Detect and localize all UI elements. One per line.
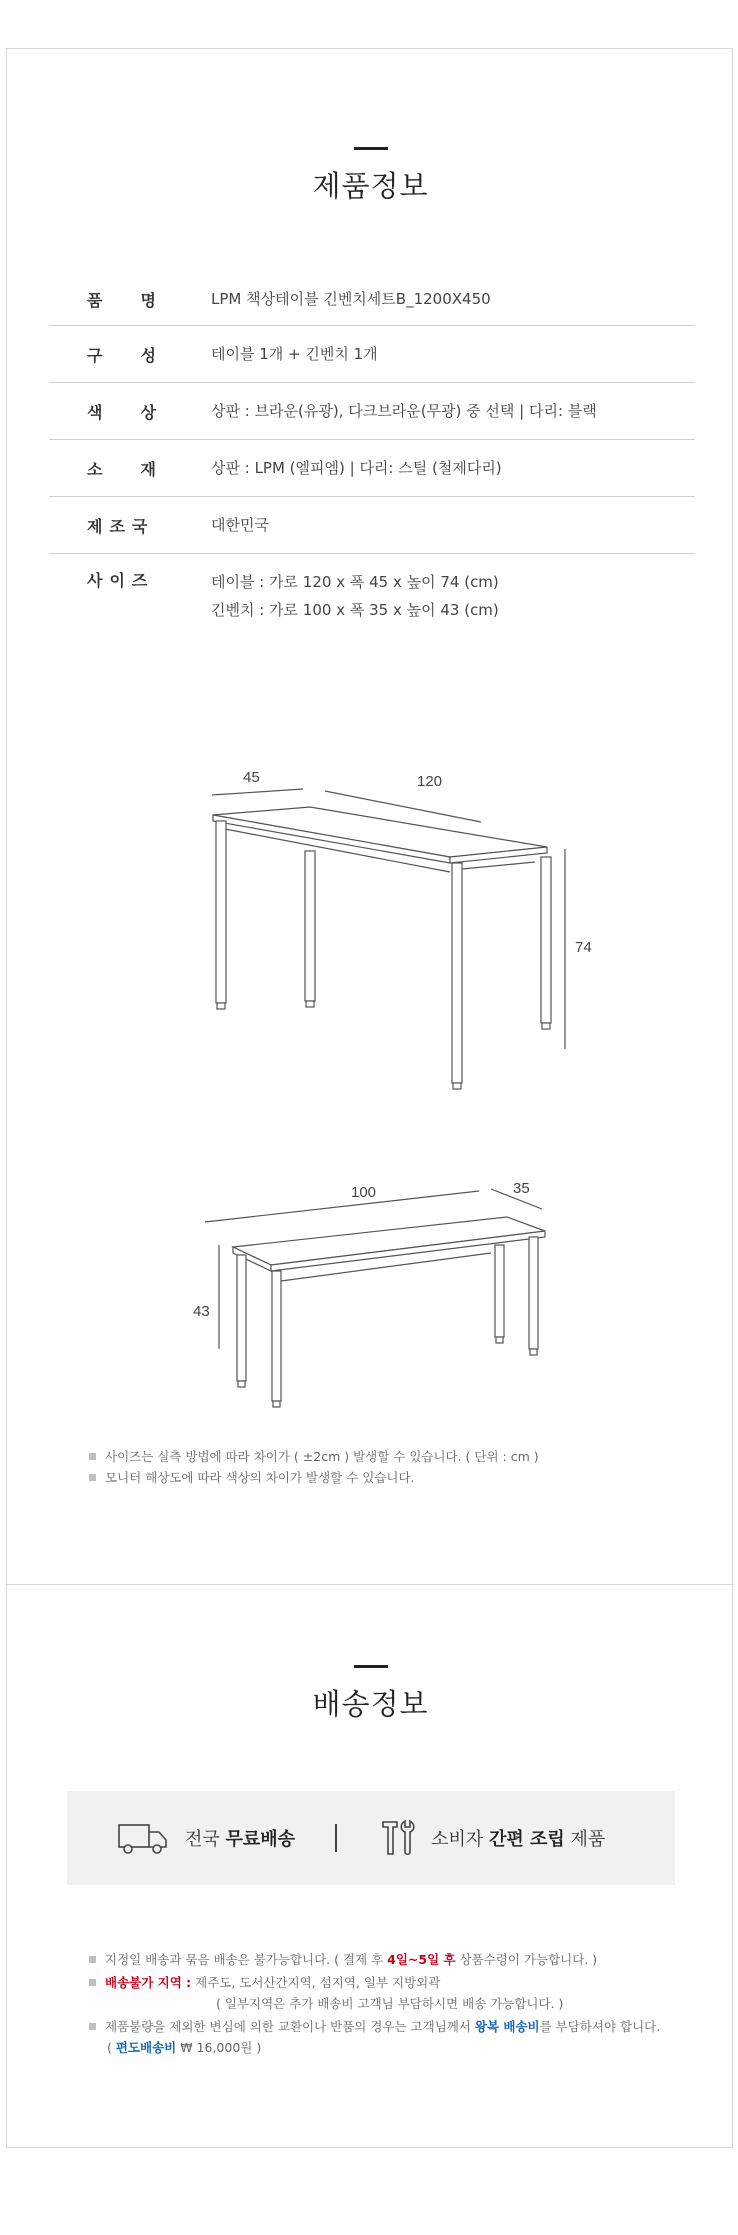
shipping-note-2 — [89, 1972, 709, 2014]
spec-value: 상판 : LPM (엘피엠) | 다리: 스틸 (철제다리) — [211, 459, 502, 477]
shipping-info-title: 배송정보 — [312, 1687, 429, 1721]
note-text: ( — [107, 2040, 116, 2055]
bullet-square-icon — [89, 1956, 96, 1963]
spec-label: 색 상 — [87, 402, 158, 422]
spec-label: 품 명 — [87, 290, 158, 310]
table-height-label: 74 — [575, 939, 592, 956]
shipping-notes — [89, 1949, 709, 2058]
spec-row-name — [49, 273, 695, 326]
table-drawing — [187, 729, 607, 1099]
spec-row-material — [49, 440, 695, 497]
round-trip-fee-highlight: 왕복 배송비 — [474, 2019, 540, 2034]
spec-row-origin — [49, 497, 695, 554]
bench-width-label: 100 — [351, 1184, 377, 1201]
note-text: 제품불량을 제외한 변심에 의한 교환이나 반품의 경우는 고객님께서 — [105, 2019, 475, 2034]
note-text: 를 부담하셔야 합니다. — [539, 2019, 661, 2034]
truck-icon — [117, 1820, 169, 1856]
table-width-label: 120 — [417, 773, 443, 790]
bullet-square-icon — [89, 1474, 96, 1481]
spec-row-size — [49, 554, 695, 634]
note-item — [89, 1467, 539, 1488]
spec-value: 테이블 1개 + 긴벤치 1개 — [211, 345, 378, 363]
table-depth-label: 45 — [243, 769, 260, 786]
size-table-line: 테이블 : 가로 120 x 폭 45 x 높이 74 (cm) — [211, 573, 499, 591]
assembly-suffix: 제품 — [564, 1829, 606, 1850]
note-text: 상품수령이 가능합니다. ) — [455, 1952, 598, 1967]
easy-assembly-item — [379, 1818, 605, 1858]
note-text: 지정일 배송과 묶음 배송은 불가능합니다. ( 결제 후 — [105, 1952, 388, 1967]
note-text: 사이즈는 실측 방법에 따라 차이가 ( ±2cm ) 발생할 수 있습니다. ( 단위 : cm ) — [105, 1449, 539, 1464]
note-text: 모니터 해상도에 따라 색상의 차이가 발생할 수 있습니다. — [105, 1470, 415, 1485]
product-info-heading — [7, 147, 734, 205]
note-text-indent: ( 일부지역은 추가 배송비 고객님 부담하시면 배송 가능합니다. ) — [216, 1996, 564, 2011]
section-divider — [7, 1584, 734, 1585]
delivery-days-highlight: 4일~5일 후 — [387, 1952, 456, 1967]
spec-row-color — [49, 383, 695, 440]
bullet-square-icon — [89, 1979, 96, 1986]
note-line-2 — [89, 2037, 709, 2058]
product-info-title: 제품정보 — [312, 169, 429, 203]
spec-row-composition — [49, 326, 695, 383]
content-frame — [6, 48, 733, 2148]
shipping-note-3 — [89, 2016, 709, 2058]
no-delivery-area-label: 배송불가 지역 : — [105, 1975, 192, 1990]
product-notes — [89, 1446, 539, 1488]
spec-value: 상판 : 브라운(유광), 다크브라운(무광) 중 선택 | 다리: 블랙 — [211, 402, 597, 420]
title-dash — [354, 147, 388, 150]
bench-diagram — [167, 1129, 587, 1419]
spec-table — [49, 273, 695, 634]
note-text: 제주도, 도서산간지역, 섬지역, 일부 지방외곽 — [191, 1975, 441, 1990]
spec-label: 제조국 — [87, 516, 155, 536]
spec-label: 소 재 — [87, 459, 158, 479]
note-text: ₩ 16,000원 ) — [176, 2040, 262, 2055]
one-way-fee-highlight: 편도배송비 — [115, 2040, 177, 2055]
bullet-square-icon — [89, 1453, 96, 1460]
spec-label: 구 성 — [87, 345, 158, 365]
size-bench-line: 긴벤치 : 가로 100 x 폭 35 x 높이 43 (cm) — [211, 601, 499, 619]
shipping-banner — [67, 1791, 675, 1885]
tools-icon — [379, 1818, 419, 1858]
assembly-prefix: 소비자 — [431, 1829, 489, 1850]
bullet-square-icon — [89, 2023, 96, 2030]
shipping-info-heading — [7, 1665, 734, 1723]
spec-value: LPM 책상테이블 긴벤치세트B_1200X450 — [211, 290, 491, 308]
spec-value: 대한민국 — [211, 516, 269, 534]
free-shipping-prefix: 전국 — [185, 1829, 226, 1850]
free-shipping-item — [117, 1820, 295, 1856]
shipping-note-1 — [89, 1949, 709, 1970]
note-item — [89, 1446, 539, 1467]
assembly-bold: 간편 조립 — [488, 1829, 565, 1850]
bench-height-label: 43 — [193, 1303, 210, 1320]
title-dash — [354, 1665, 388, 1668]
spec-label: 사이즈 — [87, 571, 155, 590]
banner-separator — [335, 1824, 337, 1852]
table-diagram — [187, 729, 607, 1099]
spec-value-size — [211, 568, 695, 624]
bench-drawing — [167, 1129, 587, 1419]
free-shipping-bold: 무료배송 — [225, 1829, 296, 1850]
bench-depth-label: 35 — [513, 1180, 530, 1197]
